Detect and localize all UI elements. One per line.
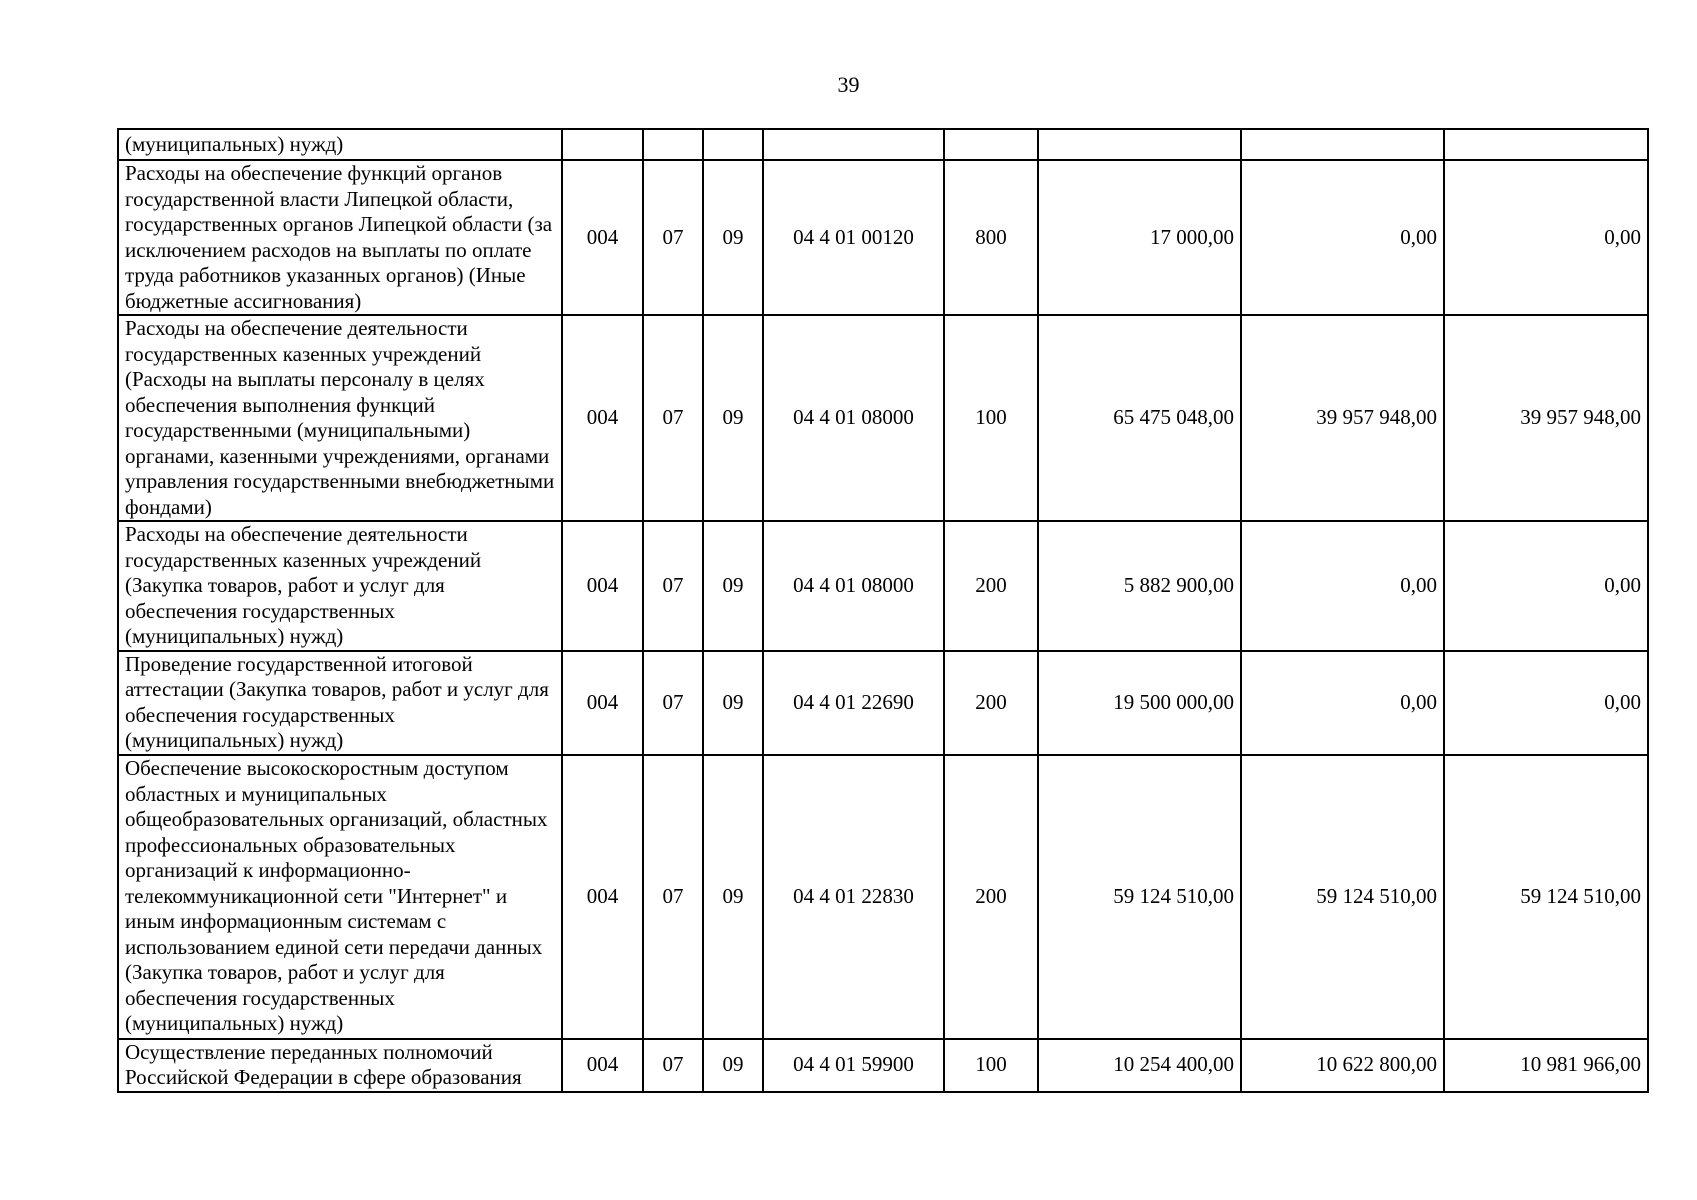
cell-amount-year-3 — [1444, 129, 1648, 160]
cell-ministry-code: 004 — [562, 160, 643, 315]
cell-section-code: 07 — [643, 1039, 703, 1092]
cell-subsection-code: 09 — [703, 160, 763, 315]
cell-target-article: 04 4 01 22830 — [763, 755, 944, 1039]
cell-section-code: 07 — [643, 160, 703, 315]
table-row — [118, 755, 1648, 1039]
cell-ministry-code: 004 — [562, 1039, 643, 1092]
cell-amount-year-2: 39 957 948,00 — [1241, 315, 1444, 521]
cell-target-article — [763, 129, 944, 160]
cell-section-code: 07 — [643, 521, 703, 651]
cell-target-article: 04 4 01 59900 — [763, 1039, 944, 1092]
cell-expense-type — [944, 129, 1038, 160]
cell-subsection-code: 09 — [703, 315, 763, 521]
cell-amount-year-1: 59 124 510,00 — [1038, 755, 1241, 1039]
cell-description: Расходы на обеспечение деятельности государственных казенных учреждений (Закупка товаров, работ и услуг для обеспечения государственных (муниципальных) нужд) — [118, 521, 562, 651]
cell-ministry-code: 004 — [562, 521, 643, 651]
cell-target-article: 04 4 01 08000 — [763, 521, 944, 651]
table-body — [118, 129, 1648, 1092]
table-row — [118, 651, 1648, 755]
cell-subsection-code: 09 — [703, 1039, 763, 1092]
cell-amount-year-2: 0,00 — [1241, 521, 1444, 651]
cell-amount-year-1: 17 000,00 — [1038, 160, 1241, 315]
cell-amount-year-2 — [1241, 129, 1444, 160]
cell-amount-year-3: 0,00 — [1444, 651, 1648, 755]
cell-amount-year-3: 0,00 — [1444, 160, 1648, 315]
cell-amount-year-3: 59 124 510,00 — [1444, 755, 1648, 1039]
cell-amount-year-2: 0,00 — [1241, 160, 1444, 315]
cell-ministry-code: 004 — [562, 651, 643, 755]
cell-section-code — [643, 129, 703, 160]
table-row — [118, 160, 1648, 315]
cell-section-code: 07 — [643, 315, 703, 521]
cell-subsection-code: 09 — [703, 651, 763, 755]
cell-target-article: 04 4 01 00120 — [763, 160, 944, 315]
table-row — [118, 521, 1648, 651]
cell-target-article: 04 4 01 08000 — [763, 315, 944, 521]
cell-amount-year-2: 0,00 — [1241, 651, 1444, 755]
table-row — [118, 129, 1648, 160]
cell-subsection-code: 09 — [703, 521, 763, 651]
page-number: 39 — [837, 72, 860, 97]
cell-description: Расходы на обеспечение деятельности государственных казенных учреждений (Расходы на выплаты персоналу в целях обеспечения выполнения функций государственными (муниципальными) органами, казенными учреждениями, органами управления государственными внебюджетными фондами) — [118, 315, 562, 521]
cell-amount-year-1 — [1038, 129, 1241, 160]
cell-amount-year-2: 10 622 800,00 — [1241, 1039, 1444, 1092]
cell-expense-type: 200 — [944, 651, 1038, 755]
cell-amount-year-2: 59 124 510,00 — [1241, 755, 1444, 1039]
cell-section-code: 07 — [643, 651, 703, 755]
cell-description: Расходы на обеспечение функций органов государственной власти Липецкой области, государственных органов Липецкой области (за исключением расходов на выплаты по оплате труда работников указанных органов) (Иные бюджетные ассигнования) — [118, 160, 562, 315]
cell-subsection-code — [703, 129, 763, 160]
cell-ministry-code: 004 — [562, 755, 643, 1039]
cell-description: Проведение государственной итоговой аттестации (Закупка товаров, работ и услуг для обеспечения государственных (муниципальных) нужд) — [118, 651, 562, 755]
budget-table — [117, 128, 1649, 1093]
cell-amount-year-1: 10 254 400,00 — [1038, 1039, 1241, 1092]
cell-target-article: 04 4 01 22690 — [763, 651, 944, 755]
cell-amount-year-3: 0,00 — [1444, 521, 1648, 651]
cell-subsection-code: 09 — [703, 755, 763, 1039]
table-row — [118, 1039, 1648, 1092]
cell-description: Обеспечение высокоскоростным доступом областных и муниципальных общеобразовательных организаций, областных профессиональных образовательных организаций к информационно-телекоммуникационной сети "Интернет" и иным информационным системам с использованием единой сети передачи данных (Закупка товаров, работ и услуг для обеспечения государственных (муниципальных) нужд) — [118, 755, 562, 1039]
table-row — [118, 315, 1648, 521]
cell-description: Осуществление переданных полномочий Российской Федерации в сфере образования — [118, 1039, 562, 1092]
cell-expense-type: 800 — [944, 160, 1038, 315]
cell-expense-type: 100 — [944, 315, 1038, 521]
cell-section-code: 07 — [643, 755, 703, 1039]
cell-expense-type: 200 — [944, 755, 1038, 1039]
cell-amount-year-3: 39 957 948,00 — [1444, 315, 1648, 521]
cell-ministry-code: 004 — [562, 315, 643, 521]
cell-ministry-code — [562, 129, 643, 160]
cell-expense-type: 100 — [944, 1039, 1038, 1092]
cell-amount-year-1: 5 882 900,00 — [1038, 521, 1241, 651]
cell-amount-year-1: 19 500 000,00 — [1038, 651, 1241, 755]
cell-amount-year-3: 10 981 966,00 — [1444, 1039, 1648, 1092]
cell-amount-year-1: 65 475 048,00 — [1038, 315, 1241, 521]
cell-description: (муниципальных) нужд) — [118, 129, 562, 160]
cell-expense-type: 200 — [944, 521, 1038, 651]
